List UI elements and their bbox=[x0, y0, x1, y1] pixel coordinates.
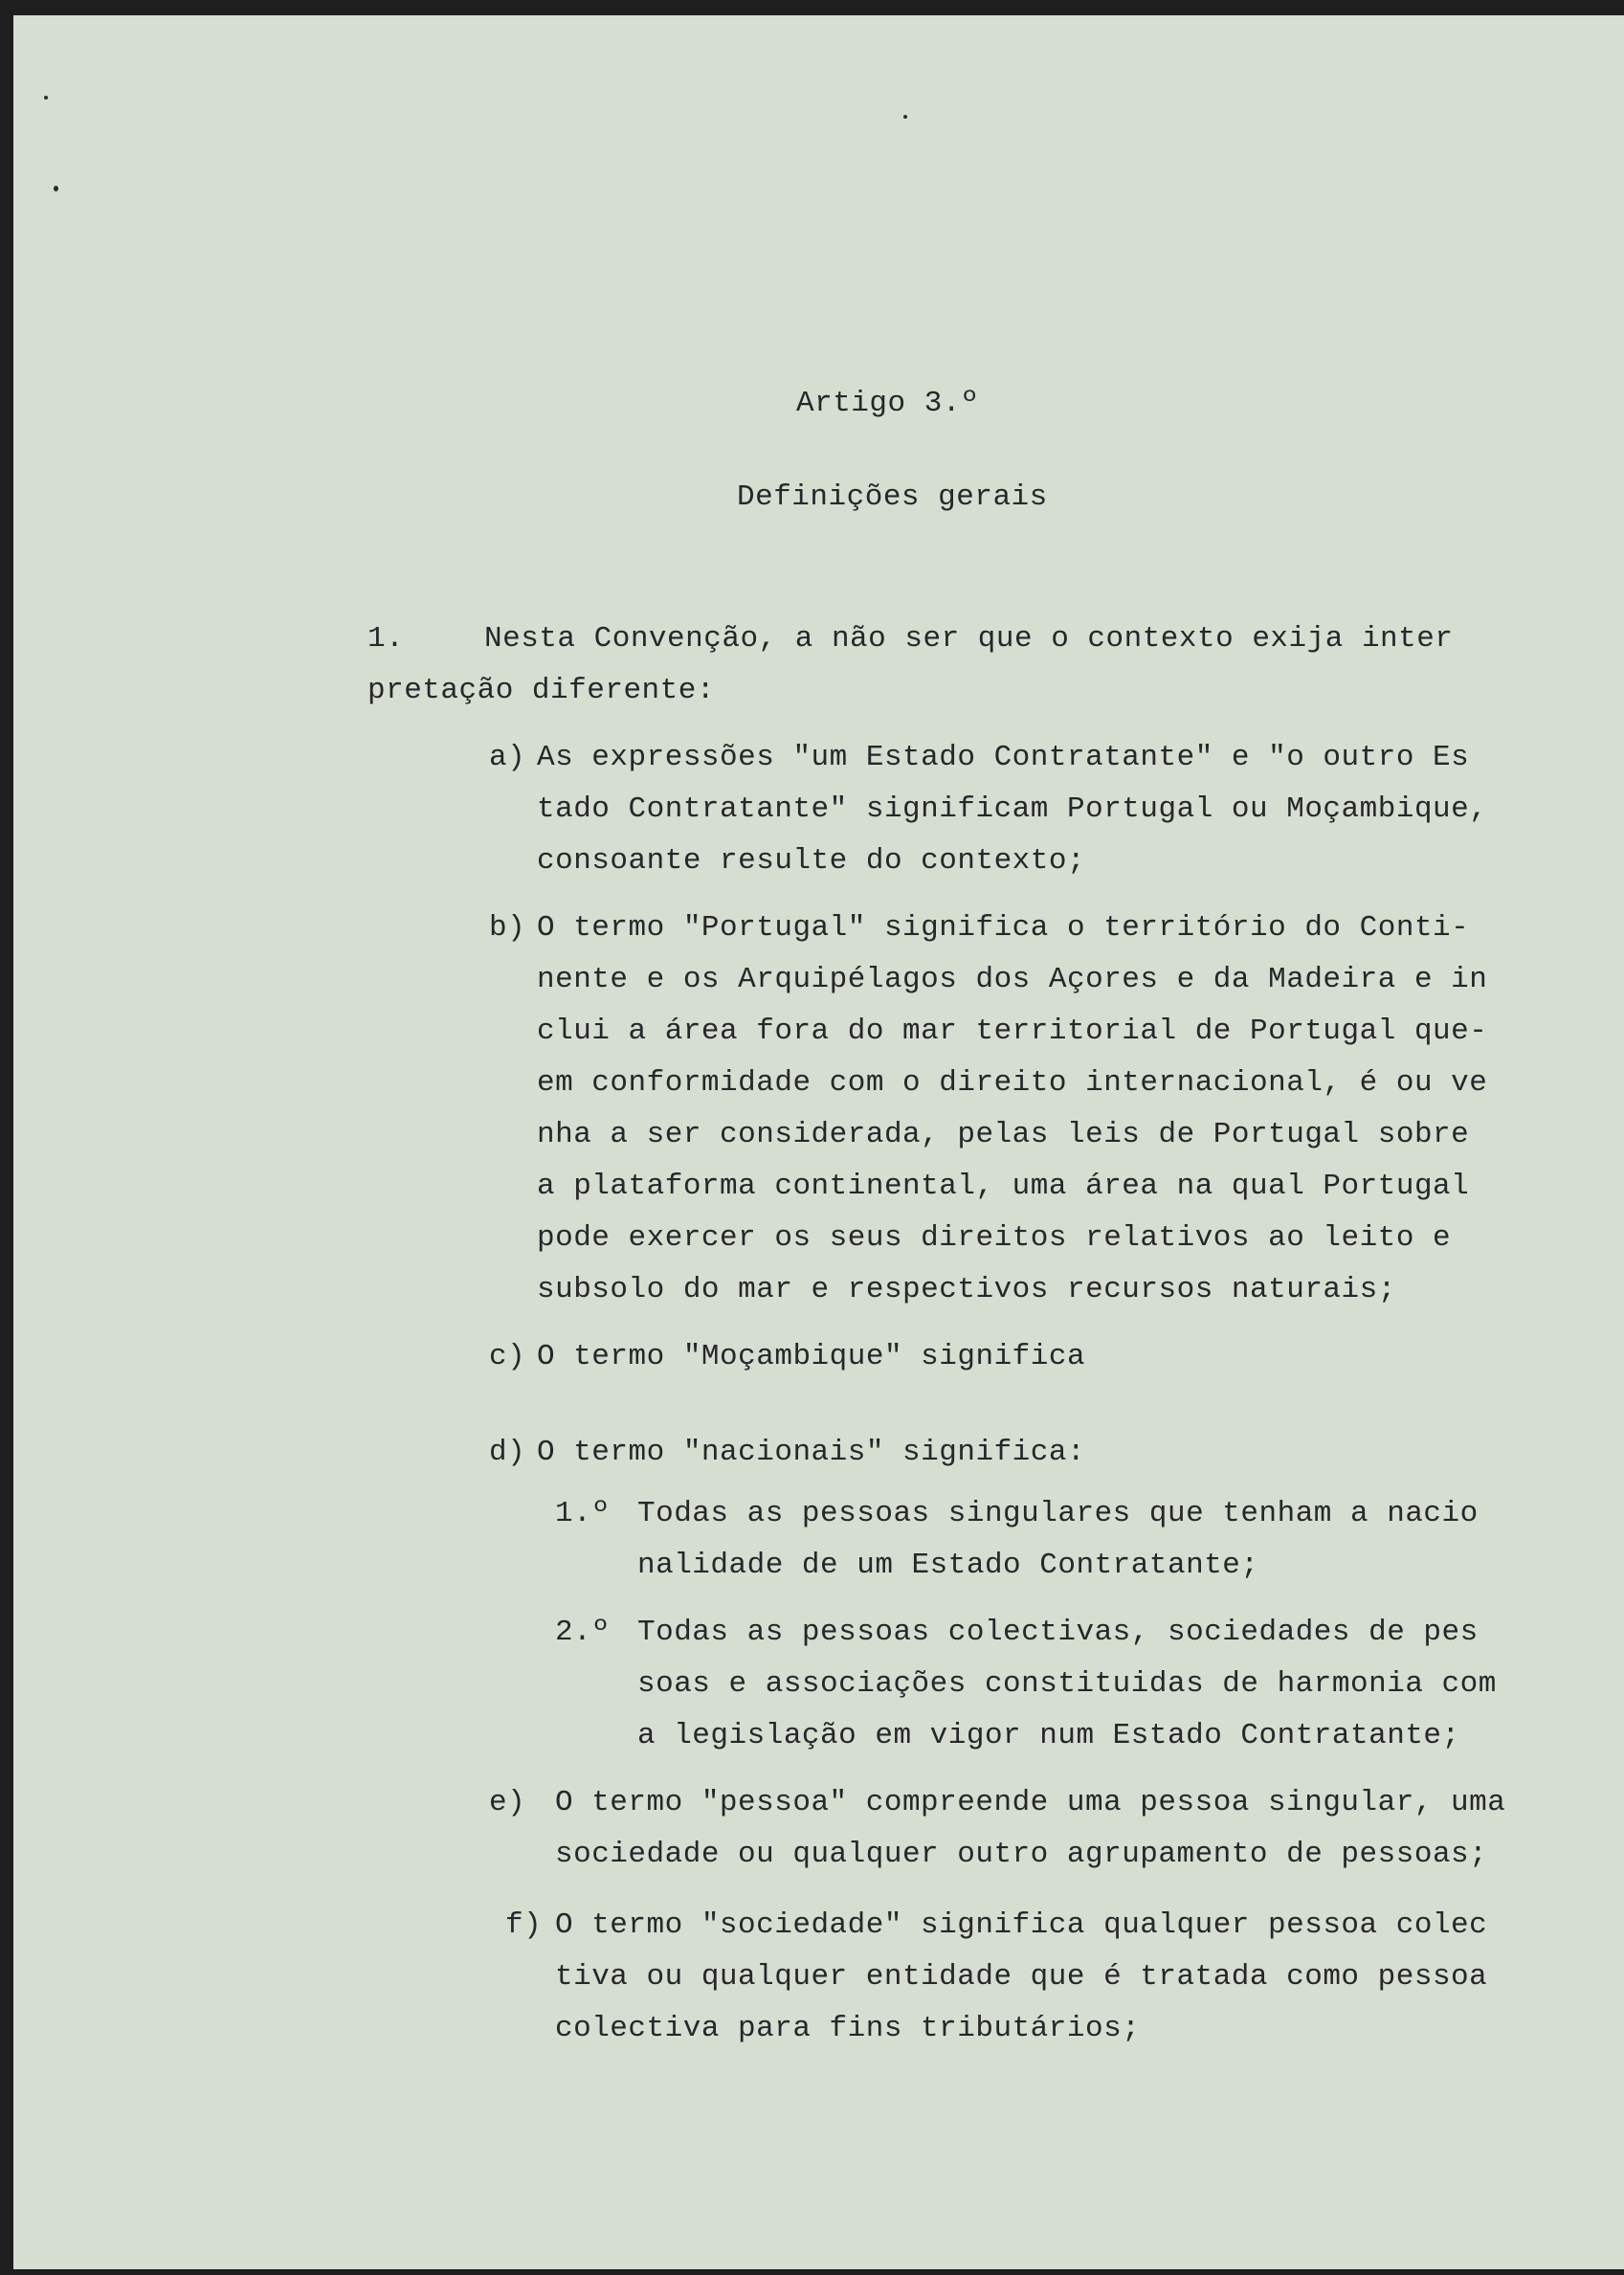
document-page bbox=[13, 15, 1624, 2269]
item-label-c: c) bbox=[489, 1340, 526, 1373]
item-f-line: tiva ou qualquer entidade que é tratada como pessoa bbox=[555, 1960, 1488, 1994]
item-b-line: nente e os Arquipélagos dos Açores e da Madeira e in bbox=[537, 963, 1488, 996]
subitem-2-line: a legislação em vigor num Estado Contratante; bbox=[637, 1719, 1460, 1752]
item-b-line: subsolo do mar e respectivos recursos naturais; bbox=[537, 1273, 1396, 1306]
item-b-line: clui a área fora do mar territorial de Portugal que- bbox=[537, 1015, 1488, 1048]
item-f-line: O termo "sociedade" significa qualquer pessoa colec bbox=[555, 1908, 1488, 1942]
subitem-1-line: nalidade de um Estado Contratante; bbox=[637, 1549, 1259, 1582]
subitem-label-1: 1.º bbox=[555, 1497, 611, 1530]
item-b-line: nha a ser considerada, pelas leis de Portugal sobre bbox=[537, 1118, 1470, 1151]
item-label-a: a) bbox=[489, 741, 526, 774]
item-b-line: O termo "Portugal" significa o território do Conti- bbox=[537, 911, 1470, 945]
section-title: Definições gerais bbox=[737, 480, 1048, 514]
paragraph-line: pretação diferente: bbox=[367, 674, 715, 707]
item-e-line: sociedade ou qualquer outro agrupamento de pessoas; bbox=[555, 1838, 1488, 1871]
article-number: Artigo 3.º bbox=[796, 387, 980, 420]
item-b-line: a plataforma continental, uma área na qual Portugal bbox=[537, 1170, 1470, 1203]
item-a-line: As expressões "um Estado Contratante" e "o outro Es bbox=[537, 741, 1470, 774]
document-body bbox=[13, 15, 1624, 2269]
item-label-e: e) bbox=[489, 1786, 526, 1819]
paragraph-line: Nesta Convenção, a não ser que o contexto exija inter bbox=[484, 622, 1454, 656]
item-f-line: colectiva para fins tributários; bbox=[555, 2012, 1141, 2045]
item-b-line: pode exercer os seus direitos relativos ao leito e bbox=[537, 1221, 1452, 1255]
item-label-d: d) bbox=[489, 1436, 526, 1469]
item-a-line: consoante resulte do contexto; bbox=[537, 844, 1086, 878]
subitem-1-line: Todas as pessoas singulares que tenham a nacio bbox=[637, 1497, 1479, 1530]
subitem-2-line: Todas as pessoas colectivas, sociedades de pes bbox=[637, 1616, 1479, 1649]
item-b-line: em conformidade com o direito internacional, é ou ve bbox=[537, 1066, 1488, 1100]
item-label-f: f) bbox=[505, 1908, 543, 1942]
item-e-line: O termo "pessoa" compreende uma pessoa singular, uma bbox=[555, 1786, 1506, 1819]
item-c-line: O termo "Moçambique" significa bbox=[537, 1340, 1086, 1373]
subitem-label-2: 2.º bbox=[555, 1616, 611, 1649]
paragraph-number: 1. bbox=[367, 622, 405, 656]
item-a-line: tado Contratante" significam Portugal ou Moçambique, bbox=[537, 792, 1488, 826]
subitem-2-line: soas e associações constituidas de harmonia com bbox=[637, 1667, 1497, 1701]
item-label-b: b) bbox=[489, 911, 526, 945]
item-d-line: O termo "nacionais" significa: bbox=[537, 1436, 1086, 1469]
